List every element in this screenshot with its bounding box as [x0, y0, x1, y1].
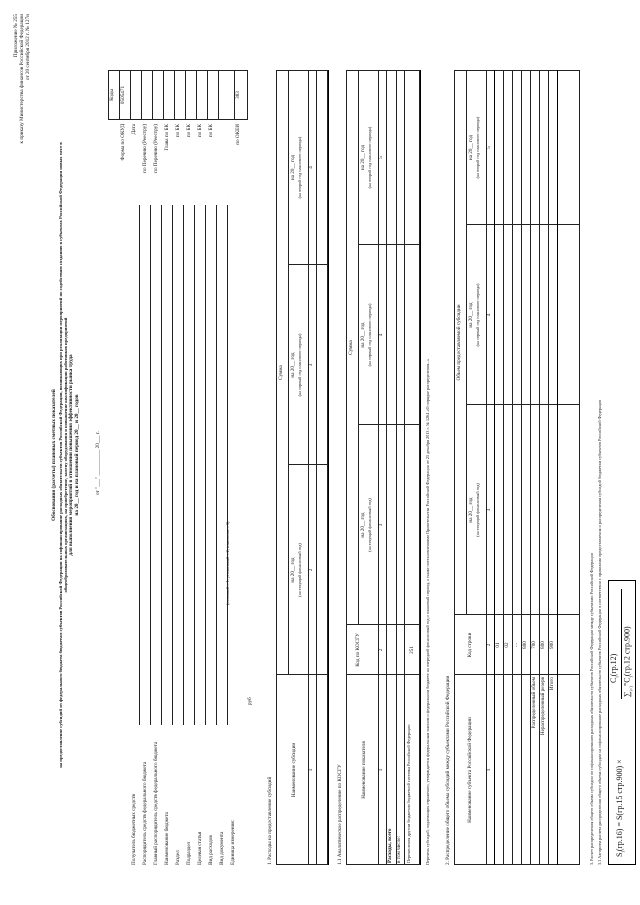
- s11-num-2: 2: [378, 648, 384, 652]
- s2-col-y2: на 20__ год: [468, 302, 474, 328]
- bk-label-1: по БК: [175, 124, 181, 138]
- left-field-label: Наименование бюджета: [164, 812, 170, 865]
- codes-row-line: [152, 70, 153, 120]
- left-field-underline: [216, 205, 217, 725]
- section3-line1: 3. Расчет распределения общего объема субсидии по софинансированию расходных обязательств субъектов Российской Федерации между субъектами Российской Федерации: [589, 553, 594, 865]
- s11-col-y1-sub: (на текущий финансовый год): [367, 498, 372, 552]
- s11-row-code: 251: [409, 646, 415, 654]
- left-field-underline: [194, 205, 195, 725]
- formula-lhs-sub: i: [621, 851, 627, 853]
- left-field-label: Раздел: [175, 850, 181, 865]
- s2-row-code: 800: [521, 641, 528, 649]
- okei-value: 383: [235, 91, 241, 99]
- s11-col-y1: на 20__ год: [360, 512, 366, 538]
- s11-col-y3: на 20__ год: [360, 144, 366, 171]
- left-field-underline: [139, 205, 140, 725]
- codes-row-line: [141, 70, 142, 120]
- section3-line2: 3.1 Алгоритм расчета распределения общего объема субсидии на софинансирование расходных обязательств субъектов Российской Федерации в соответствии с правилами предоставления и распределения субсидий бюджетам субъектов Российской Федерации: [597, 399, 602, 865]
- left-field-label: Вид документа: [219, 831, 225, 865]
- section2-title: 2. Распределение общего объема субсидий между субъектами Российской Федерации: [445, 675, 451, 865]
- s1-num-4: 4: [308, 166, 314, 169]
- left-field-underline: [150, 205, 151, 725]
- formula-denominator: [622, 626, 634, 697]
- title-line-1: Обоснования (расчеты) плановых сметных показателей: [51, 389, 57, 521]
- codes-box: [108, 70, 248, 120]
- s2-col-name: Наименование субъекта Российской Федерации: [467, 717, 473, 823]
- left-field-label: Получатель бюджетных средств: [131, 794, 137, 865]
- s2-total-label: Нераспределенный резерв: [539, 677, 546, 736]
- left-field-label: Главный распорядитель средств федерального бюджета: [153, 741, 159, 865]
- s11-col-y2: на 20__ год: [360, 322, 366, 348]
- form-title: [52, 125, 80, 785]
- codes-row-line: [130, 70, 131, 120]
- s11-num-1: 1: [378, 768, 384, 772]
- codes-row-line: [163, 70, 164, 120]
- s2-total-line: [557, 70, 558, 865]
- s2-col-y3: на 20__ год: [468, 134, 474, 161]
- formula-denominator-tail: (гр.12 стр.900): [622, 626, 632, 677]
- s11-num-3: 3: [378, 523, 384, 527]
- codes-row-line: [234, 70, 235, 120]
- s2-num-3: 3: [486, 508, 492, 512]
- s11-col-y3-sub: (на второй год планового периода): [367, 126, 372, 189]
- s2-row-line: [503, 70, 504, 865]
- formula-numerator: [609, 654, 621, 683]
- okud-label: Форма по ОКУД: [120, 124, 126, 161]
- left-field-underline: [227, 205, 228, 725]
- s2-row-line: [521, 70, 522, 865]
- chapter-bk-label: Глава по БК: [164, 124, 170, 151]
- form-date: от "___" __________ 20___ г.: [95, 431, 101, 495]
- left-field-label: Распорядитель средств федерального бюджета: [142, 761, 148, 865]
- s2-total-code: 800: [539, 641, 546, 649]
- s11-col-sum: Сумма: [348, 340, 354, 355]
- bk-label-2: по БК: [186, 124, 192, 138]
- codes-row-line: [207, 70, 208, 120]
- formula-lhs-args: (гр.16) = S(гр.15 стр.900) ×: [615, 759, 624, 852]
- s2-total-code: 900: [548, 641, 555, 649]
- formula-numerator-args: (гр.12): [609, 653, 618, 677]
- s1-col-y2-sub: (на первый год планового периода): [297, 333, 302, 397]
- s11-col-code: Код по КОСГУ: [355, 633, 361, 667]
- left-field-label: Вид расходов: [208, 835, 214, 865]
- s2-col-y1: на 20__ год: [468, 497, 474, 523]
- s1-num-3: 3: [308, 363, 314, 367]
- s11-col-y2-sub: (на первый год планового периода): [367, 303, 372, 367]
- s2-num-2: 2: [486, 643, 492, 647]
- left-field-underline: [161, 205, 162, 725]
- s1-col-y3: на 20__ год: [290, 154, 296, 181]
- section1-title: 1. Расходы на предоставление субсидий: [267, 776, 273, 865]
- appendix-note: [14, 14, 32, 144]
- codes-row-line: [119, 70, 120, 120]
- s2-row-code: 01: [494, 642, 501, 648]
- bk-label-3: по БК: [197, 124, 203, 138]
- s2-total-label: Распределенный объем: [530, 677, 537, 729]
- s2-total-code: 700: [530, 641, 537, 649]
- s11-row-total: Расходы, всего: [387, 828, 393, 863]
- s2-row-code: ...: [512, 643, 519, 647]
- left-field-label: Единица измерения:: [230, 819, 236, 865]
- formula-denominator-sub: i: [629, 676, 635, 678]
- formula-numerator-sub: i: [615, 676, 621, 678]
- s11-row-transfers: Перечисления другим бюджетам бюджетной системы Российской Федерации: [406, 724, 411, 863]
- left-field-underline: [205, 205, 206, 725]
- appendix-line-3: от 20 сентября 2012 г. № 127н: [24, 14, 31, 81]
- appendix-line-2: к приказу Министерства финансов Российской Федерации: [18, 14, 25, 144]
- s2-row-line: [530, 70, 531, 865]
- formula-lhs-symbol: S: [615, 852, 624, 857]
- s1-col-y1-sub: (на текущий финансовый год): [297, 543, 302, 597]
- register-label-2: по Перечню (Реестру): [153, 124, 159, 173]
- s1-col-y2: на 20__ год: [290, 352, 296, 378]
- codes-row-line: [218, 70, 219, 120]
- formula-sum-from: i=1: [628, 685, 634, 692]
- s2-row-line: [512, 70, 513, 865]
- s1-col-sum: Сумма: [278, 365, 284, 380]
- formula-denominator-symbol: C: [622, 677, 632, 683]
- title-line-2: на предоставление субсидий из федерального бюджета бюджетам субъектов Российской Федерации на софинансирование расходных обязательств субъектов Российской Федерации, возникающих при реализации мероприятий по содействию созданию в субъектах Российской Федерации новых мест в общеобразовательных организациях, на приобретение, замену оборудования и повышение квалификации работников предприятий: [57, 142, 69, 768]
- s2-num-5: 5: [486, 146, 492, 149]
- s1-num-2: 2: [308, 568, 314, 572]
- s11-num-4: 4: [378, 333, 384, 337]
- okud-value: 0505471: [120, 85, 126, 105]
- s2-col-y2-sub: (на первый год планового периода): [475, 283, 480, 347]
- date-label: Дата: [131, 124, 137, 135]
- formula-sum-to: m: [622, 682, 627, 686]
- title-line-4: на 20__ год и на плановый период 20__ и 20__ годов: [73, 394, 80, 516]
- s11-col-name: Наименование показателя: [361, 741, 367, 799]
- s1-num-1: 1: [308, 768, 314, 772]
- formula-lhs: [615, 759, 627, 857]
- s2-col-y1-sub: (на текущий финансовый год): [475, 483, 480, 537]
- appendix-line-1: Приложение № 255: [13, 14, 19, 58]
- s11-num-5: 5: [378, 156, 384, 159]
- s1-col-y1: на 20__ год: [290, 557, 296, 583]
- unit-value: руб: [247, 697, 253, 705]
- footnote: Перечень субсидий, подлежащих отражению, утверждается федеральным законом о федеральном бюджете на очередной финансовый год и плановый период, а также постановлениями Правительства Российской Федерации от 25 декабря 2013 г. № 1264 «О порядке распределения...»: [425, 358, 430, 865]
- codes-header: Коды: [109, 89, 115, 101]
- left-field-label: Целевая статья: [197, 831, 203, 865]
- s2-col-volume: Объем предоставляемой субсидии: [456, 304, 462, 381]
- s2-col-code: Код строки: [467, 632, 473, 658]
- s2-total-label: Итого: [548, 677, 555, 691]
- s2-total-line: [548, 70, 549, 865]
- s1-col-y3-sub: (на второй год планового периода): [297, 136, 302, 199]
- s2-col-y3-sub: (на второй год планового периода): [475, 116, 480, 179]
- formula-sum-symbol: ∑: [622, 691, 632, 697]
- s11-row-including: в том числе:: [396, 835, 402, 863]
- left-field-underline: [172, 205, 173, 725]
- s2-num-1: 1: [486, 768, 492, 772]
- formula-numerator-symbol: C: [609, 677, 618, 683]
- s1-col-name: Наименование субсидии: [291, 742, 297, 798]
- s2-total-line: [539, 70, 540, 865]
- doc-type-hint: (основной – 1; уточненный – 2; изменение – 3): [225, 521, 230, 605]
- s2-num-4: 4: [486, 313, 492, 317]
- left-field-label: Подраздел: [186, 841, 192, 865]
- register-label-1: по Перечню (Реестру): [142, 124, 148, 173]
- left-field-underline: [183, 205, 184, 725]
- okei-label: по ОКЕИ: [235, 124, 241, 145]
- codes-row-line: [174, 70, 175, 120]
- section11-title: 1.1 Аналитическое распределение по КОСГУ: [337, 764, 343, 865]
- codes-row-line: [196, 70, 197, 120]
- s2-row-code: 02: [503, 642, 510, 648]
- bk-label-4: по БК: [208, 124, 214, 138]
- codes-row-line: [185, 70, 186, 120]
- title-line-3: для выполнения мероприятий в отношении повышения эффективности рынка труда: [67, 354, 74, 556]
